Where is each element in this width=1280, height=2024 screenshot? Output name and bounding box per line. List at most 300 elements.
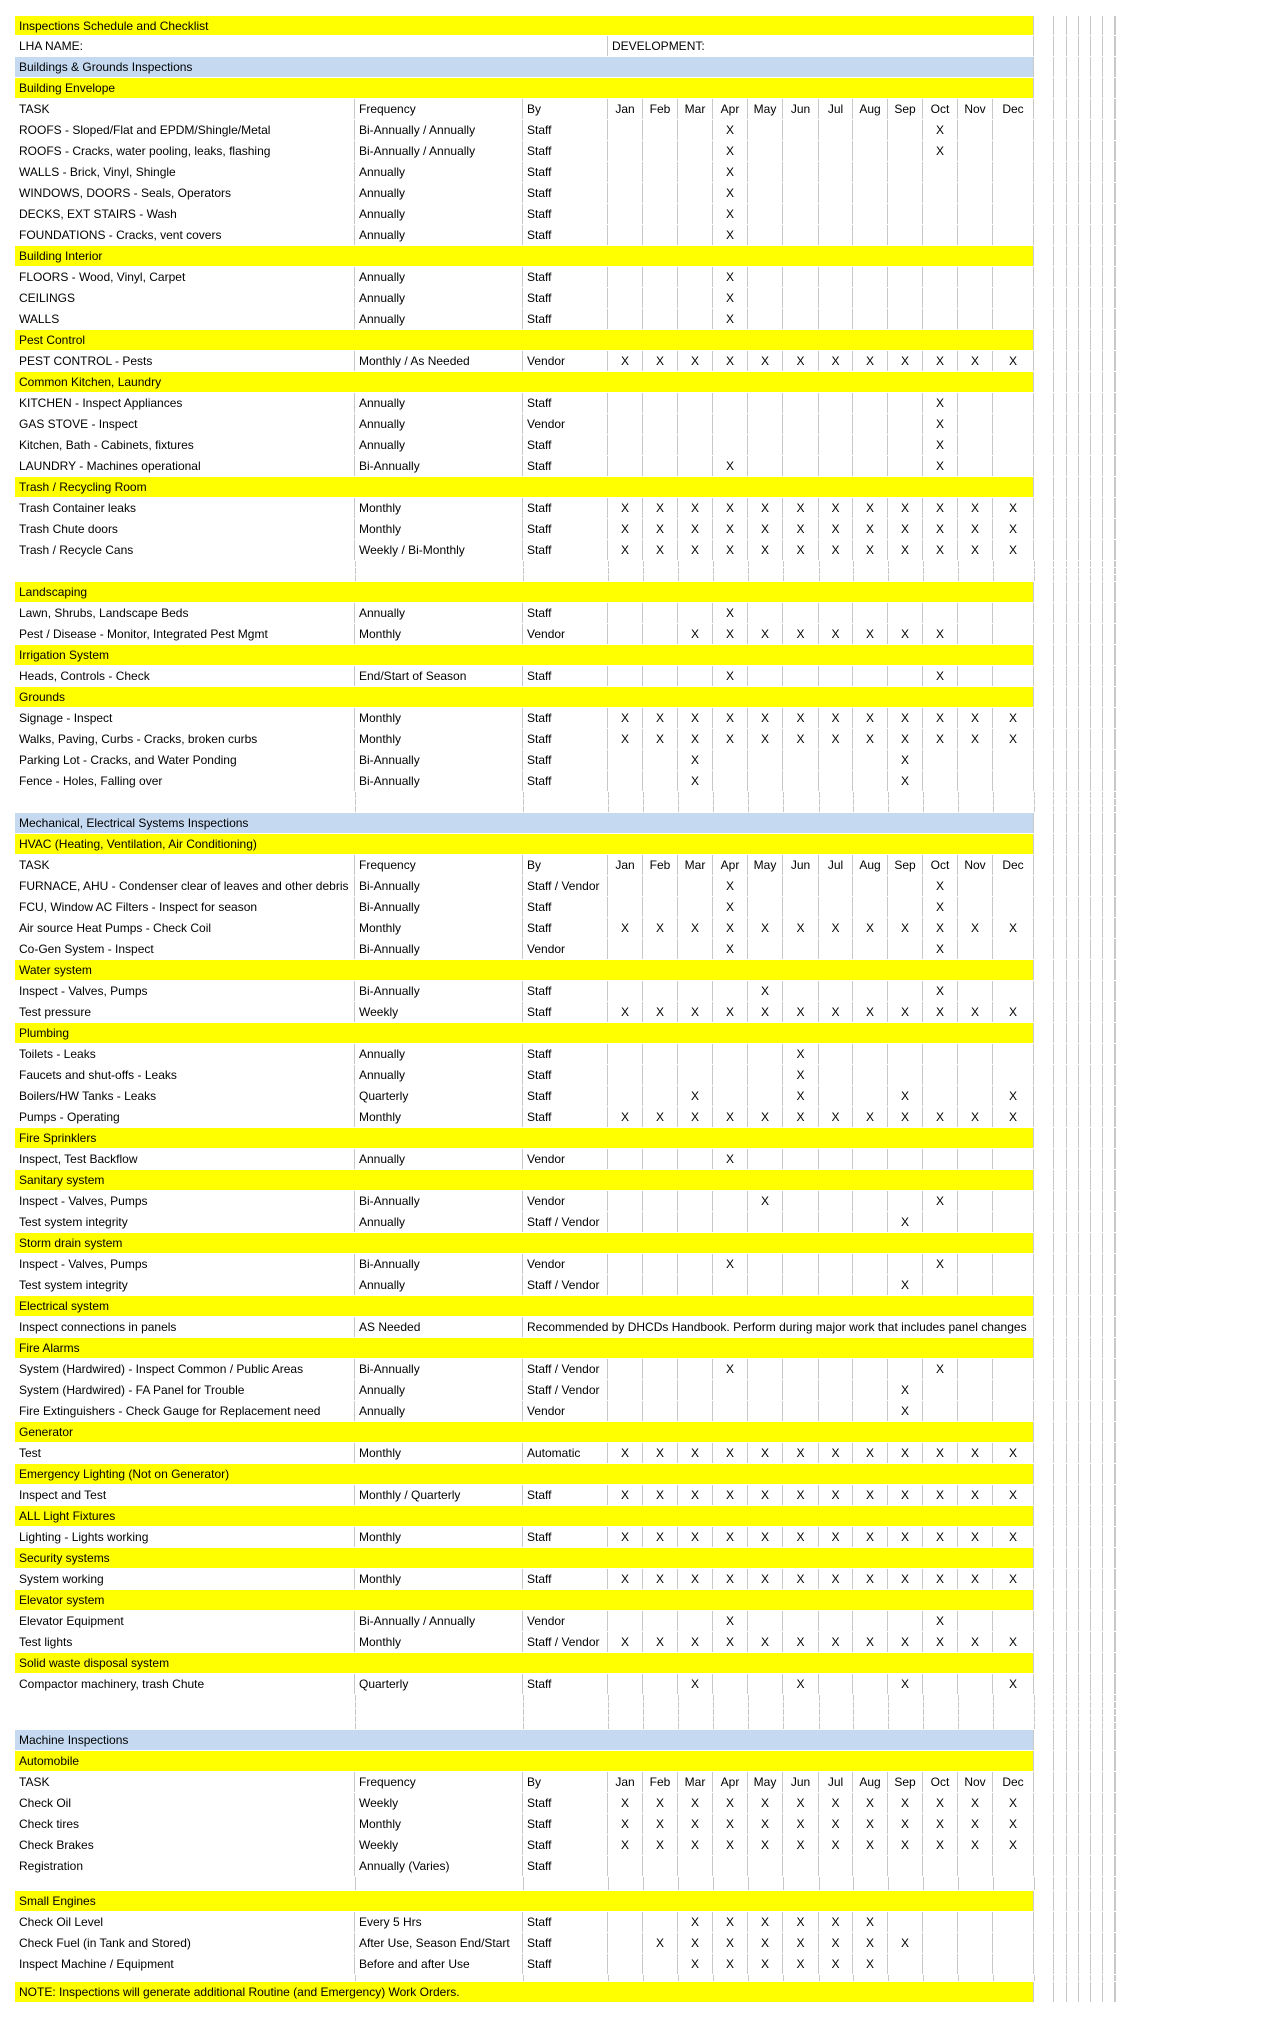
empty-cell <box>888 568 924 574</box>
month-mark-cell: X <box>853 918 888 938</box>
empty-grid-cell <box>1034 246 1054 266</box>
month-mark-cell <box>993 624 1034 644</box>
empty-cell <box>888 575 924 581</box>
month-mark-cell <box>993 1149 1034 1169</box>
empty-cell <box>678 1695 714 1701</box>
empty-cell <box>888 1709 924 1715</box>
month-mark-cell <box>608 981 643 1001</box>
month-mark-cell: X <box>888 1380 923 1400</box>
frequency-cell: Annually <box>355 393 523 413</box>
empty-cell <box>748 1695 784 1701</box>
empty-cell <box>355 1702 524 1708</box>
month-mark-cell: X <box>783 624 819 644</box>
empty-cell <box>643 1702 679 1708</box>
month-mark-cell <box>748 1275 783 1295</box>
empty-grid-cell <box>1053 1835 1067 1855</box>
month-mark-cell <box>608 414 643 434</box>
empty-cell <box>748 561 784 567</box>
empty-grid-cell <box>1053 1275 1067 1295</box>
empty-grid-cell <box>1114 1170 1116 1190</box>
empty-grid-cell <box>1114 1709 1116 1715</box>
month-mark-cell <box>643 1954 678 1974</box>
empty-grid-cell <box>1034 1632 1054 1652</box>
month-mark-cell <box>923 1380 958 1400</box>
month-mark-cell <box>853 183 888 203</box>
empty-grid-cell <box>1053 1723 1067 1729</box>
empty-grid-cell <box>1114 981 1116 1001</box>
month-mark-cell: X <box>958 1569 993 1589</box>
empty-grid-cell <box>1034 939 1054 959</box>
month-mark-cell <box>993 309 1034 329</box>
by-cell: Staff <box>523 183 608 203</box>
month-mark-cell <box>678 1191 713 1211</box>
empty-grid-cell <box>1034 813 1054 833</box>
month-mark-cell <box>888 939 923 959</box>
frequency-cell: Monthly <box>355 1443 523 1463</box>
by-cell: Vendor <box>523 414 608 434</box>
empty-grid-cell <box>1034 855 1054 875</box>
month-mark-cell: X <box>923 540 958 560</box>
empty-grid-cell <box>1114 603 1116 623</box>
empty-grid-cell <box>1114 575 1116 581</box>
month-mark-cell: X <box>748 1814 783 1834</box>
by-cell: Staff <box>523 162 608 182</box>
month-mark-cell <box>958 1149 993 1169</box>
empty-cell <box>819 1702 854 1708</box>
month-mark-cell <box>958 603 993 623</box>
month-mark-cell: X <box>819 624 853 644</box>
month-mark-cell <box>713 1044 748 1064</box>
month-mark-cell <box>783 162 819 182</box>
empty-grid-cell <box>1034 1023 1054 1043</box>
empty-cell <box>888 1877 924 1890</box>
empty-grid-cell <box>1034 1891 1054 1911</box>
empty-grid-cell <box>1114 1723 1116 1729</box>
month-mark-cell <box>958 897 993 917</box>
empty-grid-cell <box>1034 36 1054 56</box>
month-mark-cell <box>819 1191 853 1211</box>
month-mark-cell: X <box>713 1569 748 1589</box>
empty-grid-cell <box>1053 246 1067 266</box>
month-mark-cell: X <box>853 1485 888 1505</box>
empty-grid-cell <box>1053 561 1067 567</box>
month-mark-cell: X <box>958 729 993 749</box>
frequency-cell: Annually <box>355 603 523 623</box>
empty-cell <box>958 561 994 567</box>
empty-grid-cell <box>1034 1443 1054 1463</box>
month-header: Jun <box>783 1772 819 1792</box>
empty-grid-cell <box>1114 393 1116 413</box>
empty-grid-cell <box>1053 1716 1067 1722</box>
month-mark-cell: X <box>643 1002 678 1022</box>
month-mark-cell <box>993 1912 1034 1932</box>
frequency-cell: Annually <box>355 225 523 245</box>
task-cell: Check Brakes <box>15 1835 355 1855</box>
empty-cell <box>783 1723 820 1729</box>
empty-cell <box>678 806 714 812</box>
month-mark-cell <box>853 456 888 476</box>
month-mark-cell: X <box>888 750 923 770</box>
month-mark-cell: X <box>643 351 678 371</box>
month-mark-cell <box>783 603 819 623</box>
month-mark-cell <box>713 750 748 770</box>
month-mark-cell: X <box>923 1485 958 1505</box>
empty-grid-cell <box>1114 1751 1116 1771</box>
month-mark-cell <box>993 120 1034 140</box>
month-mark-cell <box>783 1212 819 1232</box>
empty-grid-cell <box>1053 36 1067 56</box>
subsection-heading: Electrical system <box>15 1296 1034 1316</box>
month-mark-cell: X <box>783 498 819 518</box>
month-mark-cell: X <box>888 918 923 938</box>
month-mark-cell: X <box>678 1485 713 1505</box>
month-mark-cell: X <box>608 1443 643 1463</box>
empty-grid-cell <box>1053 918 1067 938</box>
subsection-heading: Pest Control <box>15 330 1034 350</box>
month-mark-cell: X <box>993 519 1034 539</box>
month-mark-cell <box>608 183 643 203</box>
empty-grid-cell <box>1114 1975 1116 1981</box>
month-mark-cell <box>819 456 853 476</box>
month-mark-cell <box>853 750 888 770</box>
frequency-cell: Bi-Annually <box>355 750 523 770</box>
month-mark-cell <box>923 309 958 329</box>
empty-grid-cell <box>1034 540 1054 560</box>
empty-grid-cell <box>1034 1590 1054 1610</box>
month-mark-cell: X <box>748 1793 783 1813</box>
empty-cell <box>783 806 820 812</box>
month-mark-cell <box>643 435 678 455</box>
month-mark-cell <box>713 1191 748 1211</box>
month-mark-cell <box>958 393 993 413</box>
empty-grid-cell <box>1053 806 1067 812</box>
empty-cell <box>819 575 854 581</box>
empty-cell <box>958 792 994 798</box>
frequency-cell: Monthly <box>355 1107 523 1127</box>
empty-grid-cell <box>1114 519 1116 539</box>
empty-grid-cell <box>1053 1086 1067 1106</box>
month-mark-cell: X <box>713 1835 748 1855</box>
month-mark-cell: X <box>853 1569 888 1589</box>
empty-grid-cell <box>1053 575 1067 581</box>
month-mark-cell: X <box>783 1107 819 1127</box>
empty-grid-cell <box>1114 1695 1116 1701</box>
empty-grid-cell <box>1114 1422 1116 1442</box>
empty-grid-cell <box>1053 1933 1067 1953</box>
month-mark-cell: X <box>993 1107 1034 1127</box>
empty-grid-cell <box>1034 1954 1054 1974</box>
month-mark-cell: X <box>819 519 853 539</box>
month-mark-cell <box>958 1086 993 1106</box>
empty-grid-cell <box>1053 1674 1067 1694</box>
empty-grid-cell <box>1053 1891 1067 1911</box>
empty-cell <box>923 792 959 798</box>
task-cell: Toilets - Leaks <box>15 1044 355 1064</box>
by-cell: Staff <box>523 498 608 518</box>
empty-grid-cell <box>1034 981 1054 1001</box>
month-mark-cell: X <box>888 351 923 371</box>
by-cell: Staff / Vendor <box>523 1275 608 1295</box>
month-mark-cell <box>993 1856 1034 1876</box>
month-mark-cell <box>819 414 853 434</box>
month-mark-cell <box>888 1044 923 1064</box>
month-mark-cell: X <box>678 519 713 539</box>
month-mark-cell <box>713 1674 748 1694</box>
month-mark-cell <box>993 288 1034 308</box>
empty-cell <box>819 1695 854 1701</box>
month-mark-cell <box>783 288 819 308</box>
empty-cell <box>608 1877 644 1890</box>
month-mark-cell: X <box>748 1632 783 1652</box>
frequency-cell: Bi-Annually / Annually <box>355 1611 523 1631</box>
month-mark-cell: X <box>819 708 853 728</box>
month-mark-cell: X <box>958 351 993 371</box>
month-mark-cell <box>923 204 958 224</box>
month-mark-cell <box>643 1212 678 1232</box>
empty-cell <box>678 1709 714 1715</box>
month-mark-cell: X <box>923 876 958 896</box>
month-mark-cell: X <box>643 708 678 728</box>
month-mark-cell: X <box>783 1065 819 1085</box>
empty-grid-cell <box>1053 624 1067 644</box>
empty-grid-cell <box>1034 1702 1054 1708</box>
empty-cell <box>643 561 679 567</box>
month-mark-cell <box>748 750 783 770</box>
empty-grid-cell <box>1053 1772 1067 1792</box>
empty-cell <box>748 1709 784 1715</box>
empty-grid-cell <box>1053 1611 1067 1631</box>
month-mark-cell: X <box>819 1912 853 1932</box>
month-mark-cell <box>819 435 853 455</box>
empty-cell <box>783 1716 820 1722</box>
month-mark-cell <box>819 897 853 917</box>
frequency-cell: Annually <box>355 1212 523 1232</box>
month-mark-cell <box>923 1086 958 1106</box>
month-mark-cell <box>748 1044 783 1064</box>
frequency-cell: Bi-Annually / Annually <box>355 141 523 161</box>
by-cell: Staff <box>523 267 608 287</box>
empty-grid-cell <box>1114 1107 1116 1127</box>
month-mark-cell: X <box>748 1485 783 1505</box>
by-cell: Vendor <box>523 1254 608 1274</box>
month-mark-cell <box>958 666 993 686</box>
month-mark-cell: X <box>678 1954 713 1974</box>
empty-grid-cell <box>1114 1338 1116 1358</box>
empty-cell <box>523 1975 609 1981</box>
month-mark-cell: X <box>678 1443 713 1463</box>
empty-grid-cell <box>1114 708 1116 728</box>
month-mark-cell: X <box>923 1527 958 1547</box>
month-mark-cell <box>993 456 1034 476</box>
month-mark-cell <box>678 1856 713 1876</box>
month-mark-cell <box>643 981 678 1001</box>
task-cell: Inspect - Valves, Pumps <box>15 981 355 1001</box>
month-mark-cell <box>643 939 678 959</box>
month-mark-cell: X <box>783 1912 819 1932</box>
task-cell: WALLS <box>15 309 355 329</box>
month-mark-cell <box>888 1065 923 1085</box>
empty-grid-cell <box>1114 1401 1116 1421</box>
empty-grid-cell <box>1114 1793 1116 1813</box>
month-mark-cell <box>993 1065 1034 1085</box>
subsection-heading: Common Kitchen, Laundry <box>15 372 1034 392</box>
by-cell: Staff <box>523 1065 608 1085</box>
empty-grid-cell <box>1034 1191 1054 1211</box>
month-mark-cell <box>993 225 1034 245</box>
frequency-cell: Monthly <box>355 498 523 518</box>
month-mark-cell <box>993 393 1034 413</box>
month-mark-cell <box>783 141 819 161</box>
empty-cell <box>678 561 714 567</box>
empty-grid-cell <box>1034 918 1054 938</box>
empty-grid-cell <box>1114 1814 1116 1834</box>
empty-cell <box>523 1702 609 1708</box>
empty-grid-cell <box>1034 498 1054 518</box>
month-mark-cell: X <box>678 1569 713 1589</box>
by-cell: Staff <box>523 204 608 224</box>
empty-cell <box>678 799 714 805</box>
empty-cell <box>853 568 889 574</box>
empty-cell <box>713 1695 749 1701</box>
subsection-heading: HVAC (Heating, Ventilation, Air Conditioning) <box>15 834 1034 854</box>
empty-cell <box>643 568 679 574</box>
month-mark-cell <box>819 267 853 287</box>
empty-cell <box>853 1716 889 1722</box>
month-mark-cell <box>643 1065 678 1085</box>
empty-cell <box>523 575 609 581</box>
month-mark-cell <box>748 666 783 686</box>
subsection-heading: Small Engines <box>15 1891 1034 1911</box>
empty-grid-cell <box>1053 1695 1067 1701</box>
empty-grid-cell <box>1053 1793 1067 1813</box>
empty-grid-cell <box>1114 687 1116 707</box>
empty-grid-cell <box>1053 582 1067 602</box>
by-cell: Vendor <box>523 1401 608 1421</box>
frequency-cell: Annually <box>355 309 523 329</box>
empty-grid-cell <box>1053 1170 1067 1190</box>
empty-cell <box>993 561 1035 567</box>
empty-grid-cell <box>1114 1359 1116 1379</box>
empty-grid-cell <box>1053 456 1067 476</box>
month-mark-cell <box>853 981 888 1001</box>
empty-cell <box>608 1723 644 1729</box>
month-mark-cell <box>643 162 678 182</box>
month-mark-cell <box>958 1954 993 1974</box>
by-cell: Staff <box>523 1674 608 1694</box>
empty-cell <box>608 561 644 567</box>
month-mark-cell <box>993 771 1034 791</box>
month-mark-cell: X <box>783 1674 819 1694</box>
empty-cell <box>523 799 609 805</box>
month-mark-cell <box>643 393 678 413</box>
empty-grid-cell <box>1034 582 1054 602</box>
month-mark-cell: X <box>853 1443 888 1463</box>
month-mark-cell <box>678 939 713 959</box>
empty-grid-cell <box>1034 519 1054 539</box>
month-mark-cell <box>748 141 783 161</box>
month-mark-cell <box>993 939 1034 959</box>
empty-grid-cell <box>1034 288 1054 308</box>
empty-grid-cell <box>1034 267 1054 287</box>
month-mark-cell <box>643 288 678 308</box>
month-mark-cell <box>748 1611 783 1631</box>
month-mark-cell: X <box>783 1044 819 1064</box>
month-mark-cell: X <box>888 1632 923 1652</box>
month-mark-cell <box>783 876 819 896</box>
frequency-cell: Bi-Annually <box>355 1191 523 1211</box>
month-mark-cell <box>678 141 713 161</box>
month-mark-cell <box>783 414 819 434</box>
empty-grid-cell <box>1114 1716 1116 1722</box>
month-mark-cell <box>783 1401 819 1421</box>
month-mark-cell <box>608 267 643 287</box>
subsection-heading: Trash / Recycling Room <box>15 477 1034 497</box>
empty-grid-cell <box>1034 1751 1054 1771</box>
frequency-cell: Weekly / Bi-Monthly <box>355 540 523 560</box>
month-mark-cell: X <box>608 519 643 539</box>
month-mark-cell <box>783 1191 819 1211</box>
frequency-cell: Weekly <box>355 1002 523 1022</box>
empty-grid-cell <box>1034 1401 1054 1421</box>
subsection-heading: Fire Sprinklers <box>15 1128 1034 1148</box>
month-mark-cell: X <box>713 876 748 896</box>
empty-grid-cell <box>1053 1443 1067 1463</box>
empty-cell <box>923 806 959 812</box>
empty-grid-cell <box>1034 456 1054 476</box>
empty-cell <box>783 1975 820 1981</box>
subsection-heading: Sanitary system <box>15 1170 1034 1190</box>
month-mark-cell: X <box>643 1443 678 1463</box>
empty-cell <box>523 561 609 567</box>
month-mark-cell: X <box>923 393 958 413</box>
month-header: Feb <box>643 99 678 119</box>
month-mark-cell <box>923 771 958 791</box>
empty-grid-cell <box>1034 16 1054 35</box>
by-cell: Vendor <box>523 939 608 959</box>
month-mark-cell: X <box>608 1793 643 1813</box>
empty-grid-cell <box>1034 1569 1054 1589</box>
month-mark-cell <box>748 1674 783 1694</box>
empty-grid-cell <box>1053 1975 1067 1981</box>
by-cell: Automatic <box>523 1443 608 1463</box>
month-mark-cell: X <box>748 981 783 1001</box>
empty-cell <box>853 792 889 798</box>
month-mark-cell <box>923 750 958 770</box>
empty-grid-cell <box>1034 799 1054 805</box>
month-mark-cell <box>958 183 993 203</box>
empty-cell <box>783 1709 820 1715</box>
empty-grid-cell <box>1034 1422 1054 1442</box>
empty-cell <box>608 1709 644 1715</box>
month-mark-cell: X <box>678 771 713 791</box>
month-mark-cell <box>608 1359 643 1379</box>
month-mark-cell <box>608 1149 643 1169</box>
empty-cell <box>993 1695 1035 1701</box>
month-mark-cell <box>713 1086 748 1106</box>
empty-cell <box>15 1877 356 1890</box>
month-mark-cell: X <box>958 1002 993 1022</box>
empty-grid-cell <box>1034 1695 1054 1701</box>
empty-grid-cell <box>1034 568 1054 574</box>
task-cell: Check Oil Level <box>15 1912 355 1932</box>
empty-cell <box>888 1723 924 1729</box>
month-mark-cell <box>853 288 888 308</box>
month-mark-cell: X <box>819 1485 853 1505</box>
task-cell: Check tires <box>15 1814 355 1834</box>
empty-grid-cell <box>1114 351 1116 371</box>
empty-grid-cell <box>1053 1023 1067 1043</box>
month-mark-cell: X <box>923 918 958 938</box>
